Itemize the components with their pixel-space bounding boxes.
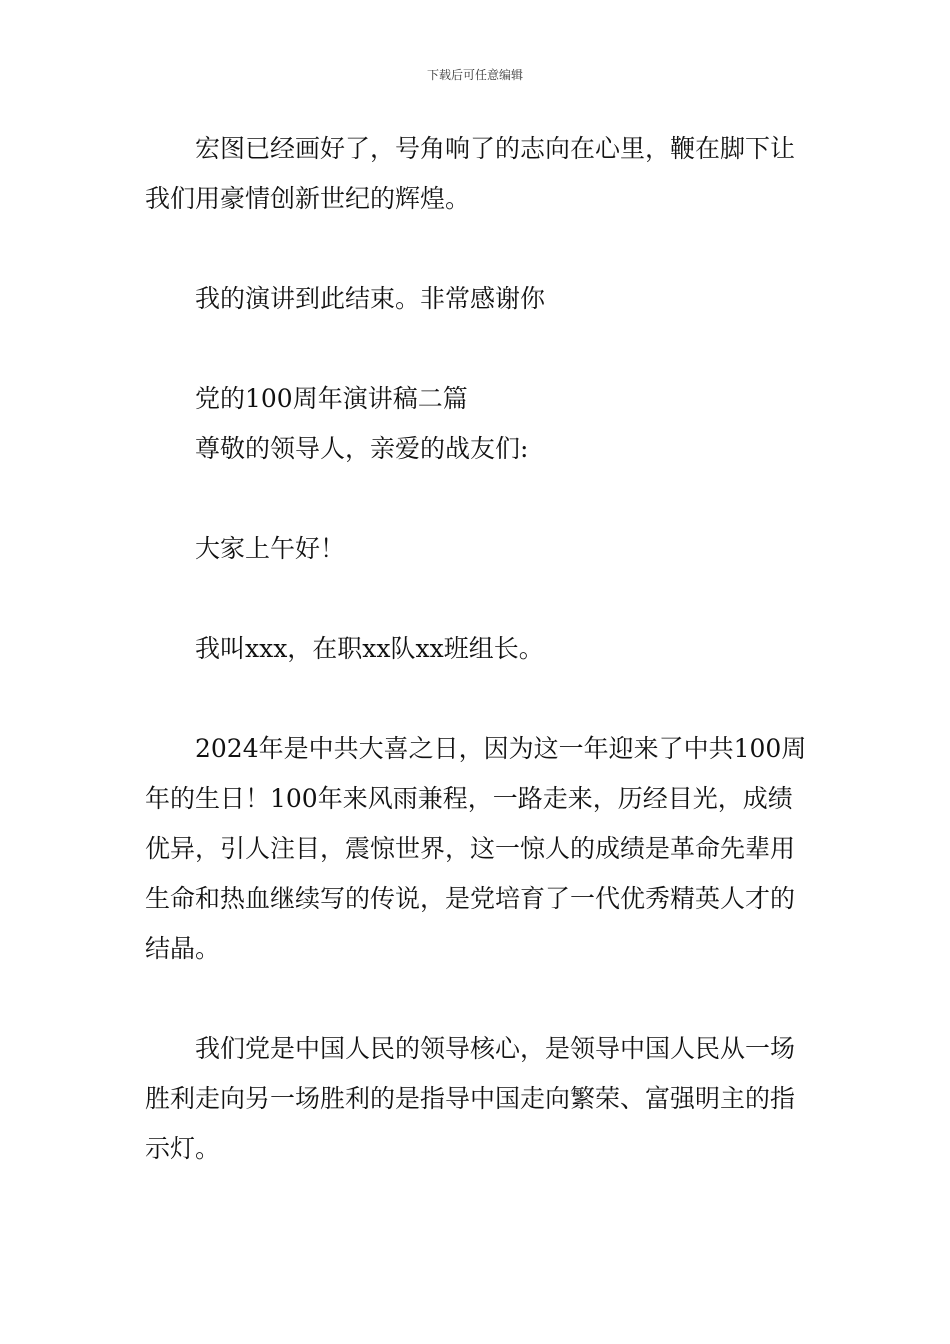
paragraph-salutation: 尊敬的领导人，亲爱的战友们: [195,434,529,463]
section-title: 党的100周年演讲稿二篇 [195,384,468,413]
paragraph-party-core: 我们党是中国人民的领导核心，是领导中国人民从一场胜利走向另一场胜利的是指导中国走向繁荣、富强明主的指示灯。 [145,1034,796,1163]
paragraph-speech-end: 我的演讲到此结束。非常感谢你 [195,284,546,313]
paragraph-greeting: 大家上午好！ [195,534,346,563]
paragraph-self-intro: 我叫xxx，在职xx队xx班组长。 [195,634,544,663]
paragraph-anniversary: 2024年是中共大喜之日，因为这一年迎来了中共100周年的生日！100年来风雨兼程，一路走来，历经目光，成绩优异，引人注目，震惊世界，这一惊人的成绩是革命先辈用生命和热血继续写的传说，是党培育了一代优秀精英人才的结晶。 [145,734,807,963]
paragraph-closing-vision: 宏图已经画好了，号角响了的志向在心里，鞭在脚下让我们用豪情创新世纪的辉煌。 [145,134,796,213]
header-note: 下载后可任意编辑 [426,68,523,82]
